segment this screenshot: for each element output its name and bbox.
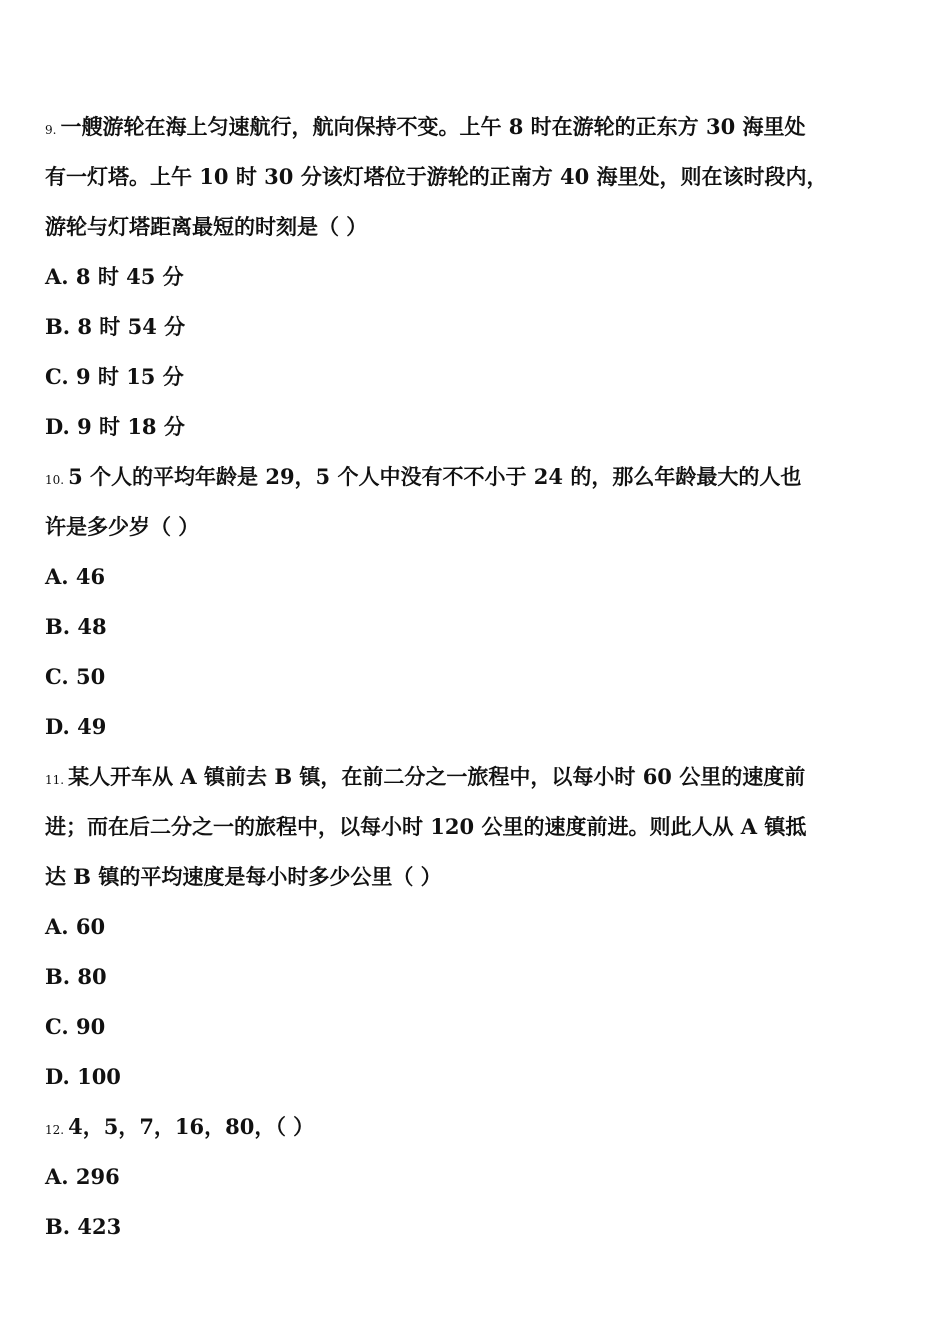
- question-text: 5 个人的平均年龄是 29，5 个人中没有不不小于 24 的，那么年龄最大的人也: [68, 464, 802, 489]
- question-12: [45, 1102, 907, 1252]
- question-number: 12.: [45, 1123, 65, 1137]
- option-c: C. 50: [45, 664, 106, 689]
- question-10-line-1: [45, 452, 907, 502]
- question-11-line-2: 进；而在后二分之一的旅程中，以每小时 120 公里的速度前进。则此人从 A 镇抵: [45, 814, 807, 839]
- option-b: B. 48: [45, 614, 107, 639]
- question-9-line-2: 有一灯塔。上午 10 时 30 分该灯塔位于游轮的正南方 40 海里处，则在该时段内，: [45, 164, 828, 189]
- question-12-line-1: [45, 1102, 907, 1152]
- option-a: A. 60: [45, 914, 106, 939]
- option-b: B. 8 时 54 分: [45, 314, 186, 339]
- option-a: A. 46: [45, 564, 106, 589]
- option-d: D. 100: [45, 1064, 121, 1089]
- question-11-line-3: 达 B 镇的平均速度是每小时多少公里（ ）: [45, 864, 442, 889]
- question-text: 一艘游轮在海上匀速航行，航向保持不变。上午 8 时在游轮的正东方 30 海里处: [60, 114, 806, 139]
- option-a: A. 296: [45, 1164, 120, 1189]
- option-a: A. 8 时 45 分: [45, 264, 184, 289]
- option-c: C. 90: [45, 1014, 106, 1039]
- question-9-line-1: [45, 102, 907, 152]
- question-11-line-1: [45, 752, 907, 802]
- option-b: B. 80: [45, 964, 107, 989]
- option-d: D. 9 时 18 分: [45, 414, 185, 439]
- option-b: B. 423: [45, 1214, 122, 1239]
- question-9: [45, 102, 907, 452]
- question-number: 9.: [45, 123, 57, 137]
- question-9-line-3: 游轮与灯塔距离最短的时刻是（ ）: [45, 214, 368, 239]
- option-c: C. 9 时 15 分: [45, 364, 184, 389]
- question-list: [45, 102, 907, 1252]
- question-10: [45, 452, 907, 752]
- question-11: [45, 752, 907, 1102]
- question-10-line-2: 许是多少岁（ ）: [45, 514, 200, 539]
- option-d: D. 49: [45, 714, 107, 739]
- question-number: 11.: [45, 773, 65, 787]
- question-text: 某人开车从 A 镇前去 B 镇，在前二分之一旅程中，以每小时 60 公里的速度前: [68, 764, 806, 789]
- question-text: 4，5，7，16，80，（ ）: [68, 1114, 315, 1139]
- question-number: 10.: [45, 473, 65, 487]
